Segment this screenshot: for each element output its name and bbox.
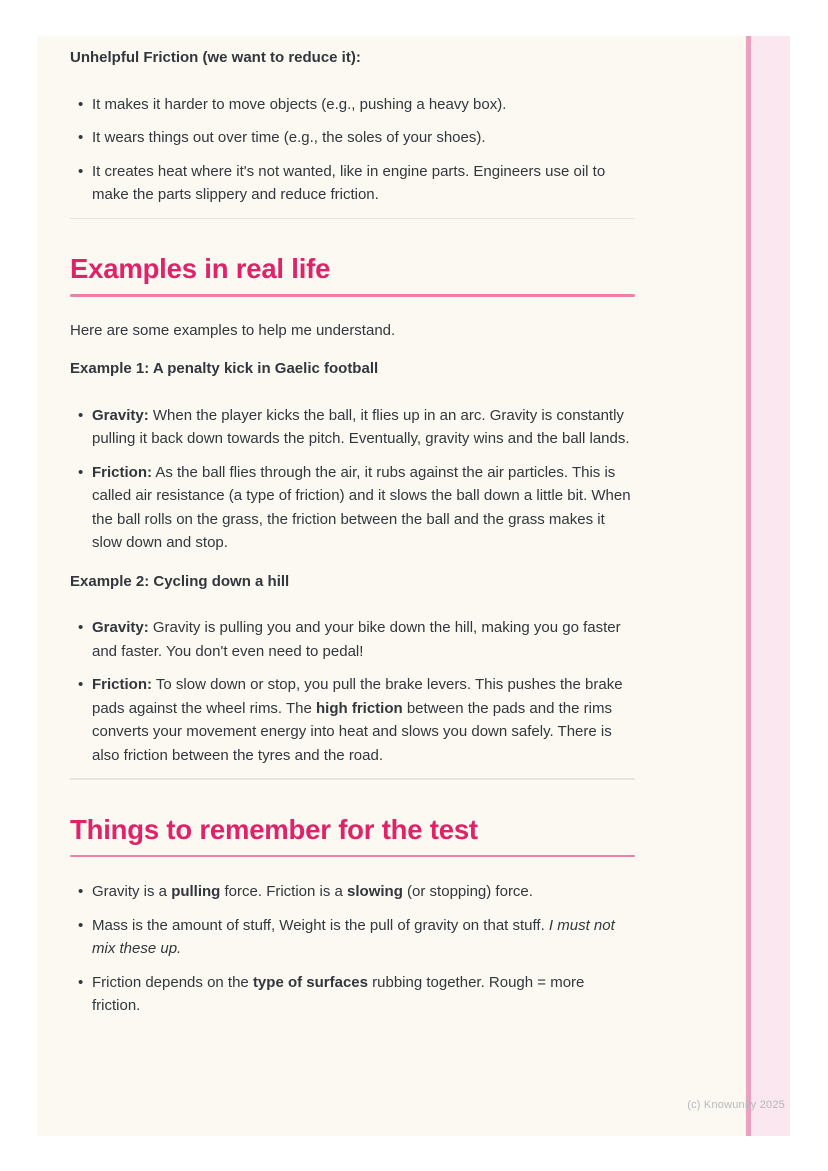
section-title-underline <box>70 855 635 858</box>
list-item: • Gravity: Gravity is pulling you and your bike down the hill, making you go faster and faster. You don't even need to pedal! <box>92 616 635 663</box>
example2-bullet-list <box>70 616 635 767</box>
examples-section-title: Examples in real life <box>70 253 331 284</box>
section-divider <box>70 218 635 220</box>
example1-bullet-list <box>70 404 635 555</box>
remember-section-title: Things to remember for the test <box>70 813 478 845</box>
section-title-underline <box>70 294 635 297</box>
list-item: • It wears things out over time (e.g., the soles of your shoes). <box>92 126 635 150</box>
list-item: • It makes it harder to move objects (e.g., pushing a heavy box). <box>92 93 635 117</box>
intro-heading: Unhelpful Friction (we want to reduce it): <box>70 49 361 66</box>
list-item: • Gravity: When the player kicks the ball, it flies up in an arc. Gravity is constantly pulling it back down towards the pitch. Eventually, gravity wins and the ball lands. <box>92 404 635 451</box>
list-item: • Friction depends on the type of surfaces rubbing together. Rough = more friction. <box>92 971 635 1018</box>
example1-heading: Example 1: A penalty kick in Gaelic football <box>70 360 379 377</box>
intro-bullet-list <box>70 93 635 207</box>
list-item: • It creates heat where it's not wanted, like in engine parts. Engineers use oil to make the parts slippery and reduce friction. <box>92 160 635 207</box>
list-item: • Friction: To slow down or stop, you pull the brake levers. This pushes the brake pads against the wheel rims. The high friction between the pads and the rims converts your movement energy into heat and slows you down safely. There is also friction between the tyres and the road. <box>92 673 635 767</box>
document-page <box>37 36 790 1136</box>
list-item: • Gravity is a pulling force. Friction is a slowing (or stopping) force. <box>92 880 635 904</box>
section-divider <box>70 778 635 780</box>
list-item: • Friction: As the ball flies through the air, it rubs against the air particles. This is called air resistance (a type of friction) and it slows the ball down a little bit. When the ball rolls on the grass, the friction between the ball and the grass makes it slow down and stop. <box>92 461 635 555</box>
page-accent-band <box>746 36 790 1136</box>
document-content <box>70 36 635 1028</box>
copyright-watermark: (c) Knowunity 2025 <box>687 1099 785 1111</box>
remember-bullet-list <box>70 880 635 1018</box>
list-item: • Mass is the amount of stuff, Weight is the pull of gravity on that stuff. I must not mix these up. <box>92 914 635 961</box>
examples-lead-paragraph: Here are some examples to help me understand. <box>70 321 396 339</box>
example2-heading: Example 2: Cycling down a hill <box>70 572 290 590</box>
